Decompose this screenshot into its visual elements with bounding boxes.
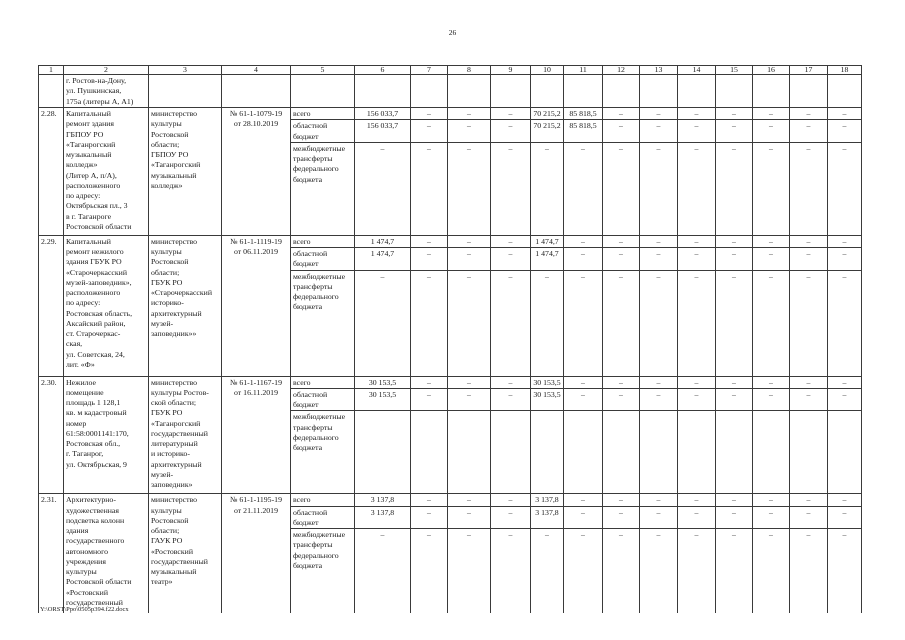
column-number-header: 10 [531,66,564,75]
item-number: 2.28. [39,108,64,236]
value-cell: 1 474,7 [355,248,411,271]
item-number: 2.29. [39,235,64,376]
value-cell: – [678,120,716,143]
value-cell [531,411,564,494]
column-number-header: 3 [149,66,222,75]
agreement-document: № 61-1-1119-19 от 06.11.2019 [222,235,291,376]
value-cell: – [640,376,678,388]
value-cell: – [603,388,640,411]
empty-cell [149,75,222,108]
value-cell: – [640,494,678,506]
customer: министерство культуры Ростовской области; ГБПОУ РО «Таганрогский музыкальный колледж» [149,108,222,236]
agreement-document: № 61-1-1167-19 от 16.11.2019 [222,376,291,494]
value-cell: – [640,529,678,613]
value-cell: – [678,506,716,529]
value-cell: – [678,376,716,388]
value-cell: – [355,529,411,613]
column-number-header: 15 [716,66,753,75]
value-cell: – [411,248,448,271]
value-cell: – [448,388,491,411]
value-cell: – [640,248,678,271]
empty-cell [448,75,491,108]
column-number-header: 17 [790,66,828,75]
value-cell: – [790,120,828,143]
value-cell: – [828,388,862,411]
value-cell: – [716,235,753,247]
empty-cell [564,75,603,108]
value-cell: – [448,494,491,506]
empty-cell [355,75,411,108]
column-number-header: 7 [411,66,448,75]
value-cell: 30 153,5 [355,376,411,388]
value-cell: 85 818,5 [564,120,603,143]
value-cell: 30 153,5 [531,388,564,411]
value-cell: – [828,270,862,376]
value-cell: – [491,529,531,613]
column-numbers-row [39,66,862,75]
value-cell: 30 153,5 [355,388,411,411]
value-cell: – [531,142,564,235]
value-cell: – [531,529,564,613]
value-cell: – [640,142,678,235]
value-cell: – [716,529,753,613]
value-cell: – [411,108,448,120]
customer: министерство культуры Ростов- ской области; ГБУК РО «Таганрогский государственный литературный и историко- архитектурный музей- заповедник» [149,376,222,494]
table-row [39,376,862,388]
customer: министерство культуры Ростовской области; ГБУК РО «Старочеркасский историко- архитектурный музей- заповедник»» [149,235,222,376]
value-cell: – [411,120,448,143]
funding-source: областной бюджет [291,248,355,271]
column-number-header: 18 [828,66,862,75]
value-cell: – [491,235,531,247]
value-cell: – [448,108,491,120]
value-cell: – [564,388,603,411]
column-number-header: 6 [355,66,411,75]
column-number-header: 4 [222,66,291,75]
value-cell: – [828,235,862,247]
value-cell: – [411,388,448,411]
value-cell: 156 033,7 [355,120,411,143]
column-number-header: 5 [291,66,355,75]
column-number-header: 14 [678,66,716,75]
funding-source: межбюджетные трансферты федерального бюджета [291,142,355,235]
empty-cell [491,75,531,108]
value-cell: – [828,506,862,529]
value-cell: – [678,248,716,271]
value-cell: – [640,235,678,247]
value-cell: – [411,235,448,247]
value-cell: – [678,108,716,120]
value-cell: – [716,494,753,506]
value-cell: 85 818,5 [564,108,603,120]
page-number: 26 [448,28,457,37]
empty-cell [790,75,828,108]
value-cell: 3 137,8 [355,494,411,506]
value-cell: – [355,142,411,235]
value-cell: – [603,108,640,120]
value-cell [411,411,448,494]
value-cell: – [753,506,790,529]
value-cell: 70 215,2 [531,120,564,143]
value-cell: – [716,120,753,143]
value-cell: – [448,235,491,247]
value-cell: – [491,142,531,235]
value-cell: – [790,506,828,529]
objects-table [38,65,862,613]
funding-source: межбюджетные трансферты федерального бюджета [291,529,355,613]
value-cell [828,411,862,494]
value-cell: – [603,529,640,613]
table-row [39,494,862,506]
value-cell: – [753,142,790,235]
empty-cell [603,75,640,108]
value-cell: – [411,494,448,506]
value-cell: 70 215,2 [531,108,564,120]
value-cell: – [640,270,678,376]
value-cell: – [828,142,862,235]
value-cell: – [603,270,640,376]
value-cell: – [491,248,531,271]
table-row-continuation [39,75,862,108]
value-cell: – [491,388,531,411]
object-name: Капитальный ремонт здания ГБПОУ РО «Таганрогский музыкальный колледж» (Литер А, п/А), расположенного по адресу: Октябрьская пл., 3 в г. Таганроге Ростовской области [64,108,149,236]
value-cell: – [448,376,491,388]
value-cell: – [603,376,640,388]
empty-cell [39,75,64,108]
funding-source: всего [291,235,355,247]
column-number-header: 13 [640,66,678,75]
value-cell: – [678,529,716,613]
value-cell: 156 033,7 [355,108,411,120]
value-cell: – [411,142,448,235]
value-cell: – [716,270,753,376]
value-cell: – [678,235,716,247]
value-cell: – [828,376,862,388]
funding-source: всего [291,494,355,506]
value-cell [491,411,531,494]
column-number-header: 8 [448,66,491,75]
value-cell: – [753,494,790,506]
value-cell: – [640,108,678,120]
value-cell [355,411,411,494]
value-cell: – [448,506,491,529]
funding-source: межбюджетные трансферты федерального бюджета [291,411,355,494]
column-number-header: 9 [491,66,531,75]
table-row [39,108,862,120]
value-cell: – [828,529,862,613]
value-cell: – [355,270,411,376]
value-cell: – [790,142,828,235]
value-cell: – [491,270,531,376]
value-cell: – [603,248,640,271]
value-cell: – [678,388,716,411]
value-cell: – [640,388,678,411]
funding-source: всего [291,108,355,120]
value-cell: – [640,506,678,529]
value-cell: – [564,248,603,271]
value-cell: – [678,142,716,235]
funding-source: областной бюджет [291,120,355,143]
value-cell: – [603,120,640,143]
value-cell: – [678,494,716,506]
value-cell: 1 474,7 [531,235,564,247]
value-cell: – [448,529,491,613]
value-cell: 1 474,7 [355,235,411,247]
value-cell: – [828,120,862,143]
value-cell [640,411,678,494]
value-cell: – [448,120,491,143]
value-cell: – [603,142,640,235]
column-number-header: 2 [64,66,149,75]
value-cell: – [564,142,603,235]
value-cell: – [411,529,448,613]
value-cell: – [716,142,753,235]
value-cell: – [491,376,531,388]
empty-cell [678,75,716,108]
empty-cell [291,75,355,108]
value-cell [678,411,716,494]
value-cell: – [603,235,640,247]
item-number: 2.31. [39,494,64,613]
value-cell: – [491,494,531,506]
value-cell: – [828,494,862,506]
value-cell: – [564,376,603,388]
file-path-footer: Y:\ORST\Ppo\0505p394.f22.docx [40,606,129,613]
value-cell: – [411,376,448,388]
value-cell: – [564,270,603,376]
value-cell: – [790,494,828,506]
value-cell: – [790,108,828,120]
value-cell: 3 137,8 [355,506,411,529]
value-cell: – [678,270,716,376]
value-cell: – [491,108,531,120]
agreement-document: № 61-1-1195-19 от 21.11.2019 [222,494,291,613]
value-cell: – [753,529,790,613]
value-cell: – [448,270,491,376]
empty-cell [753,75,790,108]
object-name: г. Ростов-на-Дону, ул. Пушкинская, 175а (литеры А, А1) [64,75,149,108]
agreement-document: № 61-1-1079-19 от 28.10.2019 [222,108,291,236]
value-cell: – [790,388,828,411]
value-cell: – [753,376,790,388]
value-cell: – [564,529,603,613]
value-cell: – [828,108,862,120]
value-cell: 30 153,5 [531,376,564,388]
customer: министерство культуры Ростовской области; ГАУК РО «Ростовский государственный музыкальный театр» [149,494,222,613]
empty-cell [531,75,564,108]
value-cell: – [716,388,753,411]
funding-source: областной бюджет [291,388,355,411]
value-cell: – [491,506,531,529]
value-cell: – [753,388,790,411]
value-cell: – [828,248,862,271]
empty-cell [828,75,862,108]
value-cell [790,411,828,494]
table-row [39,235,862,247]
value-cell: 1 474,7 [531,248,564,271]
value-cell: – [753,108,790,120]
empty-cell [716,75,753,108]
value-cell: 3 137,8 [531,494,564,506]
funding-source: всего [291,376,355,388]
value-cell: – [603,494,640,506]
value-cell: – [716,506,753,529]
value-cell: – [716,108,753,120]
value-cell: – [790,235,828,247]
value-cell [564,411,603,494]
value-cell: – [564,506,603,529]
item-number: 2.30. [39,376,64,494]
value-cell: – [753,270,790,376]
value-cell: – [753,235,790,247]
value-cell: – [790,529,828,613]
empty-cell [411,75,448,108]
value-cell: – [753,248,790,271]
empty-cell [222,75,291,108]
column-number-header: 12 [603,66,640,75]
object-name: Капитальный ремонт нежилого здания ГБУК РО «Старочеркасский музей-заповедник», расположенного по адресу: Ростовская область, Аксайский район, ст. Старочеркас- ская, ул. Советская, 24, лит. «Ф» [64,235,149,376]
value-cell: – [790,270,828,376]
column-number-header: 16 [753,66,790,75]
value-cell [448,411,491,494]
value-cell: – [531,270,564,376]
object-name: Архитектурно- художественная подсветка колонн здания государственного автономного учреждения культуры Ростовской области «Ростовский государственный [64,494,149,613]
value-cell: – [411,506,448,529]
value-cell [716,411,753,494]
value-cell: – [448,248,491,271]
value-cell: – [716,376,753,388]
funding-source: областной бюджет [291,506,355,529]
value-cell: – [640,120,678,143]
value-cell: – [448,142,491,235]
value-cell: 3 137,8 [531,506,564,529]
column-number-header: 11 [564,66,603,75]
value-cell: – [790,376,828,388]
value-cell: – [564,494,603,506]
value-cell: – [716,248,753,271]
value-cell: – [603,506,640,529]
value-cell: – [753,120,790,143]
object-name: Нежилое помещение площадь 1 128,1 кв. м кадастровый номер 61:58:0001141:170, Ростовская обл., г. Таганрог, ул. Октябрьская, 9 [64,376,149,494]
value-cell: – [491,120,531,143]
funding-source: межбюджетные трансферты федерального бюджета [291,270,355,376]
value-cell: – [564,235,603,247]
value-cell [753,411,790,494]
column-number-header: 1 [39,66,64,75]
value-cell: – [411,270,448,376]
value-cell: – [790,248,828,271]
empty-cell [640,75,678,108]
value-cell [603,411,640,494]
